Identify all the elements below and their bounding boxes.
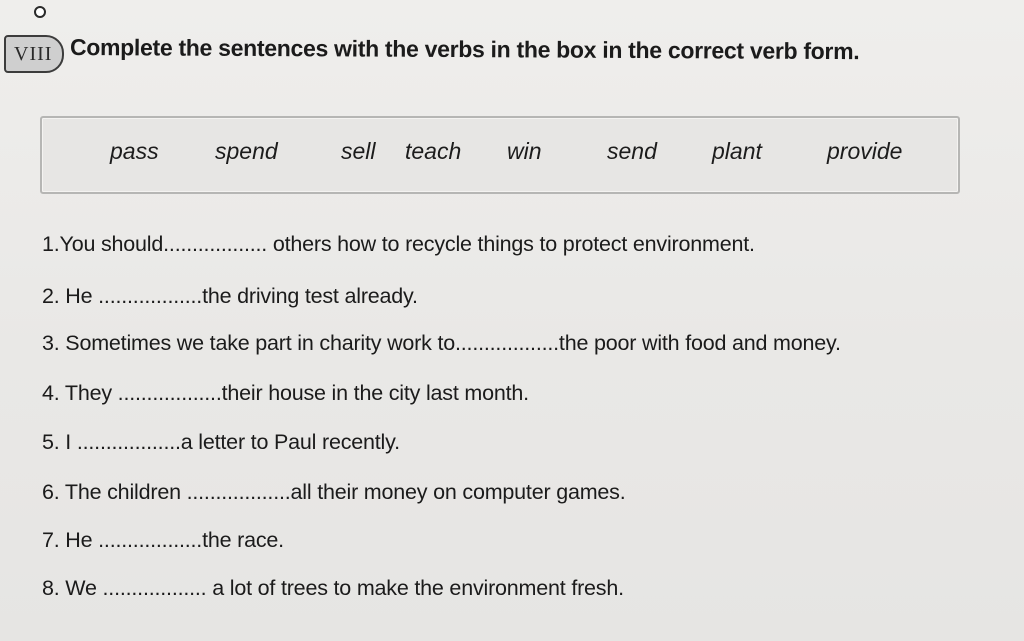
bullet-circle-icon (34, 6, 46, 18)
word-box-item: plant (712, 138, 762, 164)
exercise-sentence: 3. Sometimes we take part in charity work to..................the poor with food and money. (42, 331, 841, 355)
exercise-sentence: 6. The children ..................all their money on computer games. (42, 480, 626, 504)
verb-word-box (40, 116, 960, 194)
word-box-item: sell (341, 138, 376, 164)
exercise-instruction: Complete the sentences with the verbs in the box in the correct verb form. (69, 34, 860, 65)
exercise-sentence: 1.You should.................. others how to recycle things to protect environment. (42, 232, 755, 256)
word-box-item: pass (110, 138, 159, 164)
exercise-sentence: 7. He ..................the race. (42, 528, 284, 552)
word-box-item: spend (215, 138, 278, 164)
exercise-sentence: 2. He ..................the driving test already. (42, 284, 418, 308)
word-box-item: teach (405, 138, 462, 164)
word-box-item: provide (827, 138, 903, 164)
word-box-item: win (507, 138, 542, 164)
word-box-item: send (607, 138, 657, 164)
section-number-badge: VIII (4, 35, 64, 73)
exercise-sentence: 4. They ..................their house in the city last month. (42, 381, 529, 405)
exercise-sentence: 5. I ..................a letter to Paul recently. (42, 430, 400, 454)
exercise-sentence: 8. We .................. a lot of trees to make the environment fresh. (42, 576, 624, 600)
